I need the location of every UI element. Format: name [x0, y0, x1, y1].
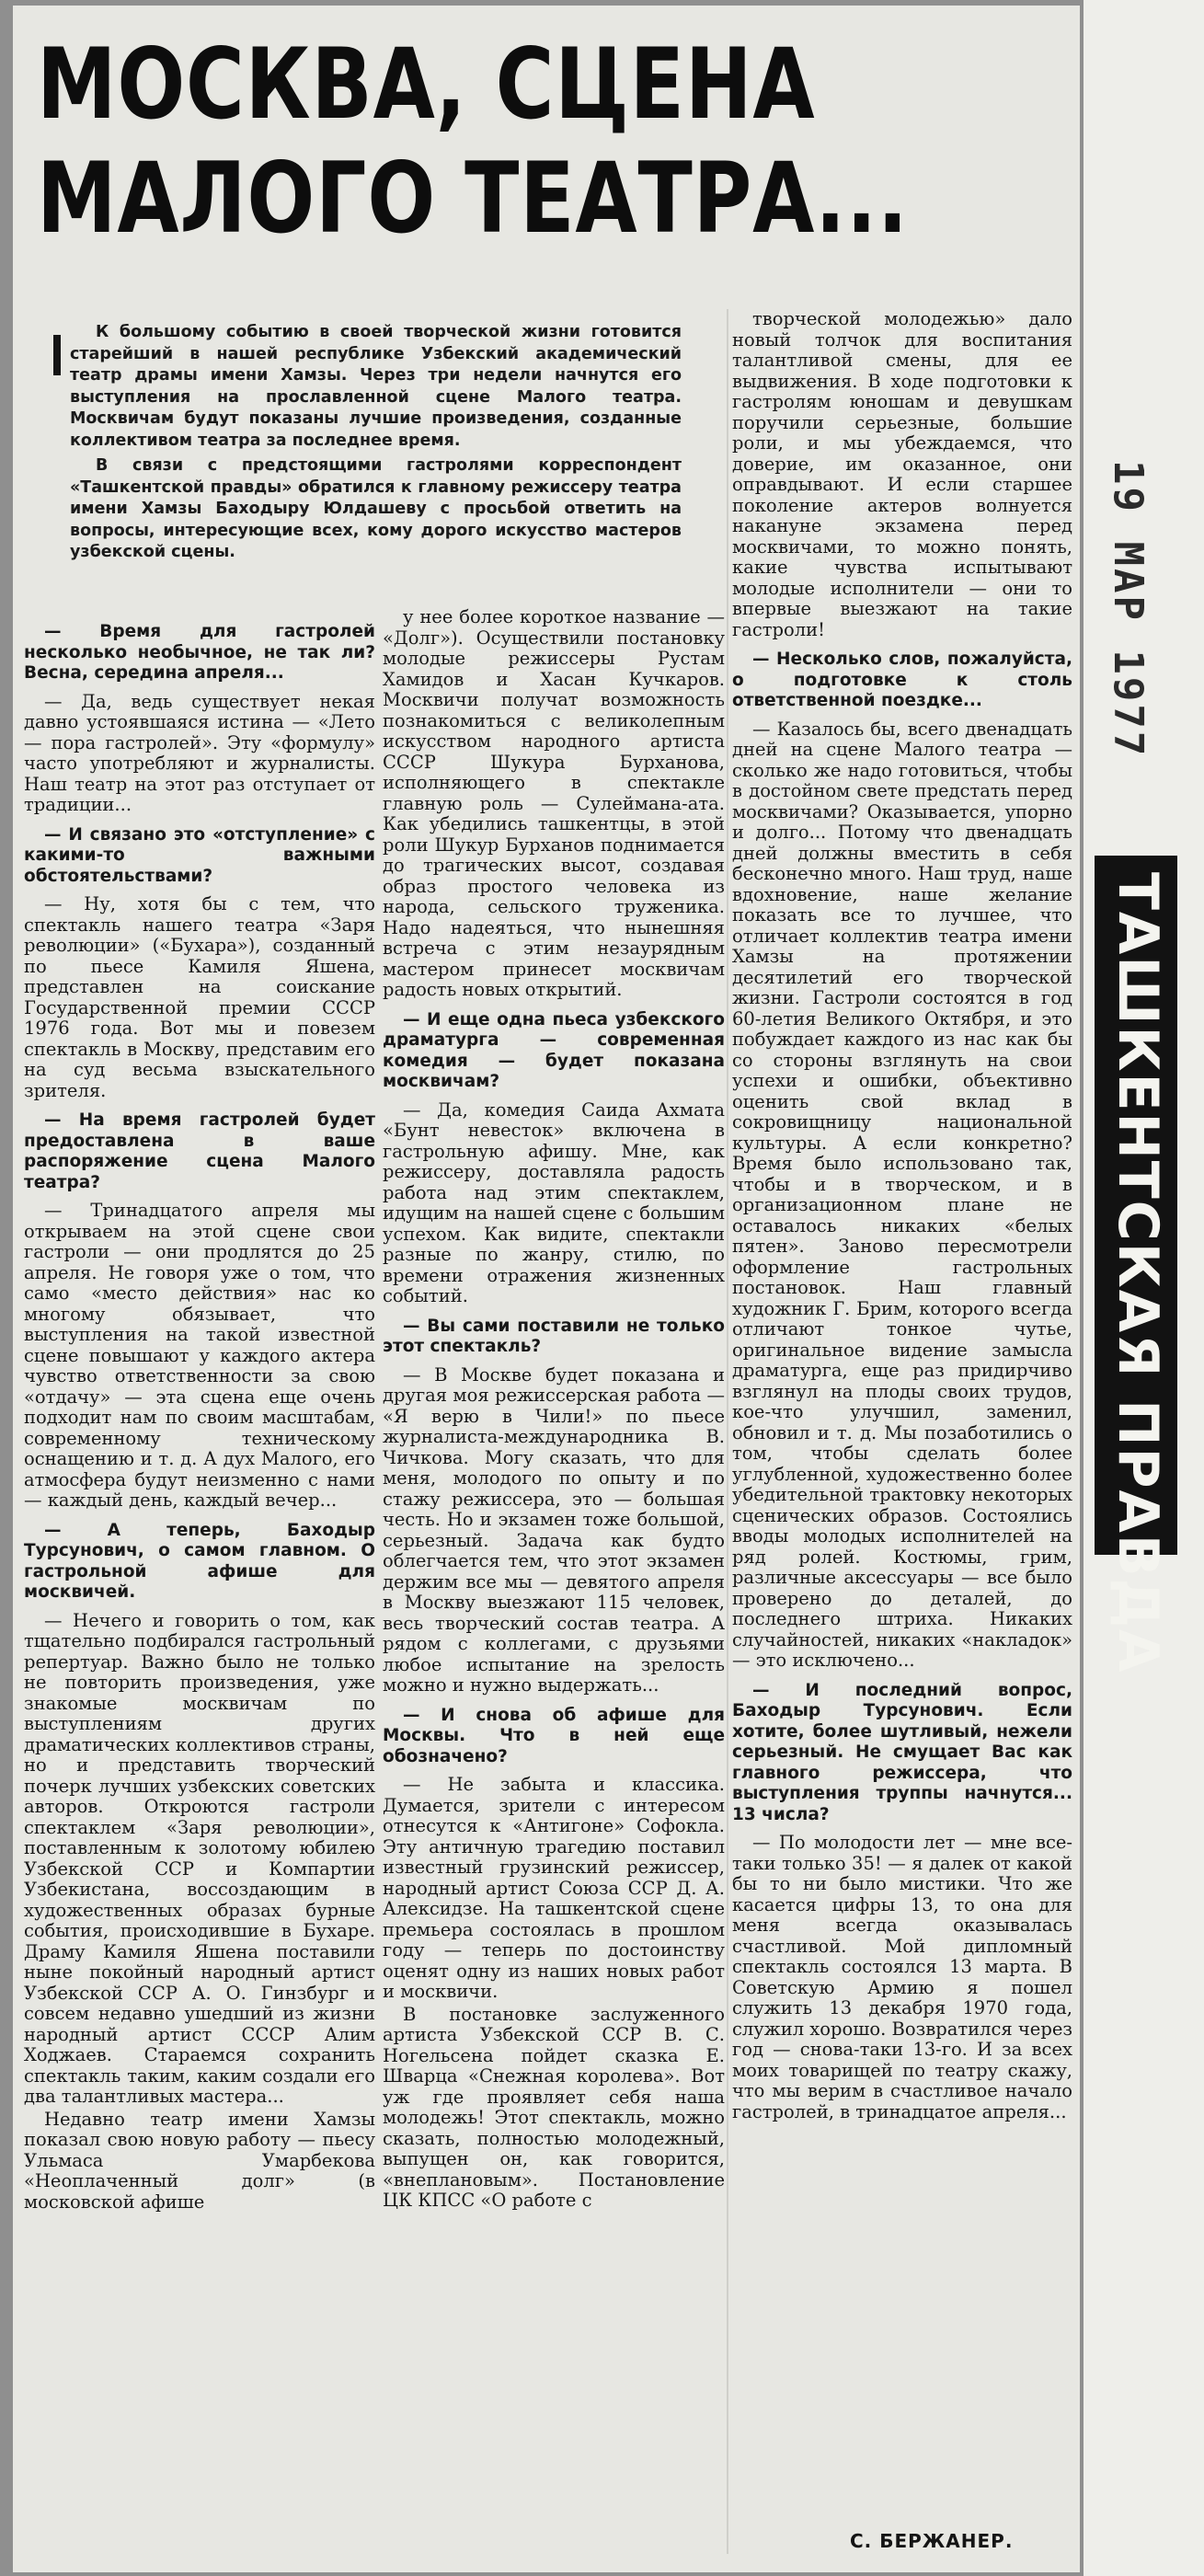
question-paragraph: — И связано это «отступление» с какими-то важными обстоятельствами?	[24, 824, 375, 886]
question-paragraph: — Время для гастролей несколько необычное, не так ли? Весна, середина апреля...	[24, 622, 375, 683]
question-paragraph: — И снова об афише для Москвы. Что в ней еще обозначено?	[383, 1705, 725, 1766]
date-stamp	[1096, 460, 1204, 883]
answer-paragraph: — В Москве будет показана и другая моя режиссерская работа — «Я верю в Чили!» по пьесе журналиста-международника В. Чичкова. Могу сказать, что для меня, молодого по опыту и по стажу режиссера, это — большая честь. Но и экзамен тоже большой, серьезный. Задача как будто облегчается тем, что этот экзамен держим все мы — девятого апреля в Москву выезжают 115 человек, весь творческий состав театра. А рядом с коллегами, с друзьями любое испытание на зрелость можно и нужно выдержать...	[383, 1363, 725, 1696]
answer-paragraph: — Да, ведь существует некая давно устоявшаяся истина — «Лето — пора гастролей». Эту «формулу» часто употребляют и журналисты. Наш театр на этот раз отступает от традиции...	[24, 690, 375, 815]
answer-paragraph: Недавно театр имени Хамзы показал свою новую работу — пьесу Ульмаса Умарбекова «Неоплаченный долг» (в московской афише	[24, 2108, 375, 2213]
question-paragraph: — И последний вопрос, Баходыр Турсунович. Если хотите, более шутливый, нежели серьезный. Не смущает Вас как главного режиссера, что выступления труппы начнутся... 13 числа?	[732, 1680, 1072, 1824]
answer-paragraph: — Да, комедия Саида Ахмата «Бунт невесток» включена в гастрольную афишу. Мне, как режиссеру, доставляла радость работа над этим спектаклем, идущим на нашей сцене с большим успехом. Как видите, спектакли разные по жанру, стилю, по времени отражения жизненных событий.	[383, 1098, 725, 1306]
newspaper-name: ТАШКЕНТСКАЯ ПРАВДА	[1106, 872, 1170, 1674]
date-stamp-text: 19 МАР 1977	[1105, 460, 1152, 759]
answer-paragraph: В постановке заслуженного артиста Узбекской ССР В. С. Ногельсена пойдет сказка Е. Шварца «Снежная королева». Вот уж где проявляет себя наша молодежь! Этот спектакль, можно сказать, полностью молодежный, выпущен он, как говорится, «внеплановым». Постановление ЦК КПСС «О работе с	[383, 2003, 725, 2211]
answer-paragraph: у нее более короткое название — «Долг»). Осуществили постановку молодые режиссеры Рустам Хамидов и Хасан Кучкаров. Москвичи получат возможность познакомиться с великолепным искусством народного артиста СССР Шукура Бурханова, исполняющего в спектакле главную роль — Сулеймана-ата. Как убедились ташкентцы, в этой роли Шукур Бурханов поднимается до трагических высот, создавая образ простого человека из народа, сельского труженика. Надо надеяться, что нынешняя встреча с этим незаурядным мастером принесет москвичам радость новых открытий.	[383, 607, 725, 1000]
newspaper-label	[1095, 856, 1177, 1674]
article-column-2	[383, 607, 725, 2521]
lead-marker	[53, 335, 61, 375]
clipping-sheet	[13, 6, 1080, 2572]
headline-line-2: МАЛОГО ТЕАТРА...	[37, 142, 909, 255]
answer-paragraph: — Ну, хотя бы с тем, что спектакль нашего театра «Заря революции» («Бухара»), созданный по пьесе Камиля Яшена, представлен на соискание Государственной премии СССР 1976 года. Вот мы и повезем спектакль в Москву, представим его на суд весьма взыскательного зрителя.	[24, 893, 375, 1101]
answer-paragraph: — Нечего и говорить о том, как тщательно подбирался гастрольный репертуар. Важно было не только не повторить произведения, уже знакомые москвичам по выступлениям других драматических коллективов страны, но и представить творческий почерк лучших узбекских советских авторов. Откроются гастроли спектаклем «Заря революции», поставленным к золотому юбилею Узбекской ССР и Компартии Узбекистана, воссоздающим в художественных образах бурные события, происходившие в Бухаре. Драму Камиля Яшена поставили ныне покойный народный артист Узбекской ССР А. О. Гинзбург и совсем недавно ушедший из жизни народный артист СССР Алим Ходжаев. Стараемся сохранить спектакль таким, каким создали его два талантливых мастера...	[24, 1609, 375, 2107]
answer-paragraph: — Не забыта и классика. Думается, зрители с интересом отнесутся к «Антигоне» Софокла. Эту античную трагедию поставил известный грузинский режиссер, народный артист Союза ССР Д. А. Алексидзе. На ташкентской сцене премьера состоялась в прошлом году — теперь по достоинству оценят одну из наших новых работ и москвичи.	[383, 1774, 725, 2002]
question-paragraph: — Несколько слов, пожалуйста, о подготовке к столь ответственной поездке...	[732, 650, 1072, 710]
column-divider	[727, 309, 728, 2554]
article-column-1	[24, 613, 375, 2568]
headline	[37, 28, 909, 256]
answer-paragraph: — Казалось бы, всего двенадцать дней на сцене Малого театра — сколько же надо готовиться, чтобы в достойном свете предстать перед москвичами? Оказывается, упорно и долго... Потому что двенадцать дней должны вместить в себя бесконечно много. Наш труд, наше вдохновение, наше желание показать все то лучшее, что отличает коллектив театра имени Хамзы на протяжении десятилетий его творческой жизни. Гастроли состоятся в год 60-летия Великого Октября, и это побуждает каждого из нас как бы со стороны взглянуть на свои успехи и ошибки, объективно оценить свой вклад в сокровищницу национальной культуры. А если конкретно? Время было использовано так, чтобы и в творческом, и в организационном плане не оставалось никаких «белых пятен». Заново пересмотрели оформление гастрольных постановок. Наш главный художник Г. Брим, которого всегда отличают тонкое чутье, оригинальное видение замысла драматурга, еще раз придирчиво взглянул на плоды своих трудов, кое-что улучшил, заменил, обновил и т. д. Мы позаботились о том, чтобы сделать более углубленной, художественно более убедительной трактовку некоторых сценических образов. Состоялись вводы молодых исполнителей на ряд ролей. Костюмы, грим, различные аксессуары — все было проверено до деталей, до последнего штриха. Никаких случайностей, никаких «накладок» — это исключено...	[732, 718, 1072, 1671]
answer-paragraph: творческой молодежью» дало новый толчок для воспитания талантливой смены, для ее выдвижения. В ходе подготовки к гастролям юношам и девушкам поручили серьезные, большие роли, и мы убеждаемся, что доверие, им оказанное, они оправдывают. И если старшее поколение актеров волнуется накануне экзамена перед москвичами, то можно понять, какие чувства испытывают молодые исполнители — они то впервые выезжают на такие гастроли!	[732, 309, 1072, 640]
author-signature: С. БЕРЖАНЕР.	[850, 2530, 1014, 2552]
answer-paragraph: — По молодости лет — мне все-таки только 35! — я далек от какой бы то ни было мистики. Что же касается цифры 13, то она для меня всегда оказывалась счастливой. Мой дипломный спектакль состоялся 13 марта. В Советскую Армию я пошел служить 13 декабря 1970 года, служил хорошо. Возвратился через год — снова-таки 13-го. И за всех моих товарищей по театру скажу, что мы верим в счастливое начало гастролей, в тринадцатое апреля...	[732, 1832, 1072, 2122]
answer-paragraph: — Тринадцатого апреля мы открываем на этой сцене свои гастроли — они продлятся до 25 апреля. Не говоря уже о том, что само «место действия» нас ко многому обязывает, что выступления на такой известной сцене повышают у каждого актера чувство ответственности за свою «отдачу» — эта сцена еще очень подходит нам по своим масштабам, современному техническому оснащению и т. д. А дух Малого, его атмосфера будут неизменно с нами — каждый день, каждый вечер...	[24, 1200, 375, 1511]
article-column-3	[732, 309, 1072, 2568]
question-paragraph: — А теперь, Баходыр Турсунович, о самом главном. О гастрольной афише для москвичей.	[24, 1520, 375, 1602]
headline-line-1: МОСКВА, СЦЕНА	[37, 28, 816, 141]
lead-text-1: К большому событию в своей творческой жизни готовится старейший в нашей республике Узбекский академический театр драмы имени Хамзы. Через три недели начнутся его выступления на прославленной сцене Малого театра. Москвичам будут показаны лучшие произведения, созданные коллективом театра за последнее время.	[70, 323, 682, 450]
lead-text-2: В связи с предстоящими гастролями корреспондент «Ташкентской правды» обратился к главному режиссеру театра имени Хамзы Баходыру Юлдашеву с просьбой ответить на вопросы, интересующие всех, кому дорого искусство мастеров узбекской сцены.	[70, 456, 682, 561]
question-paragraph: — Вы сами поставили не только этот спектакль?	[383, 1316, 725, 1356]
lead-paragraph	[70, 322, 682, 568]
question-paragraph: — На время гастролей будет предоставлена в ваше распоряжение сцена Малого театра?	[24, 1110, 375, 1192]
question-paragraph: — И еще одна пьеса узбекского драматурга — современная комедия — будет показана москвичам?	[383, 1009, 725, 1091]
